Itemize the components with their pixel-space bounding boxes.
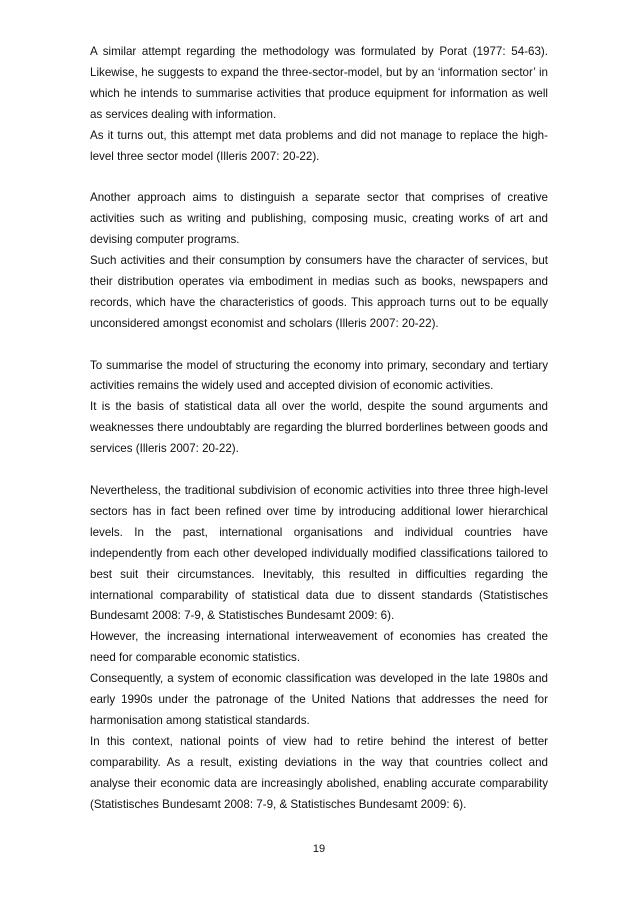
paragraph-sentence: In this context, national points of view had to retire behind the interest of better comparability. As a result, existing deviations in the way that countries collect and analyse their economic data are increasingly abolished, enabling accurate comparability (Statistisches Bundesamt 2008: 7-9, & Statistisches Bundesamt 2009: 6). bbox=[90, 734, 548, 811]
paragraph-sentence: Another approach aims to distinguish a separate sector that comprises of creative activities such as writing and publishing, composing music, creating works of art and devising computer programs. bbox=[90, 191, 548, 247]
paragraph-classification bbox=[90, 481, 548, 816]
document-page bbox=[90, 42, 548, 836]
paragraph-summary bbox=[90, 356, 548, 461]
paragraph-sentence: As it turns out, this attempt met data problems and did not manage to replace the high-level three sector model (Illeris 2007: 20-22). bbox=[90, 128, 548, 163]
paragraph-sentence: It is the basis of statistical data all over the world, despite the sound arguments and weaknesses there undoubtably are regarding the blurred borderlines between goods and services (Illeris 2007: 20-22). bbox=[90, 400, 548, 456]
paragraph-sentence: However, the increasing international interweavement of economies has created the need for comparable economic statistics. bbox=[90, 630, 548, 665]
paragraph-sentence: Such activities and their consumption by consumers have the character of services, but their distribution operates via embodiment in medias such as books, newspapers and records, which have the characteristics of goods. This approach turns out to be equally unconsidered amongst economist and scholars (Illeris 2007: 20-22). bbox=[90, 254, 548, 330]
paragraph-sentence: Consequently, a system of economic classification was developed in the late 1980s and early 1990s under the patronage of the United Nations that addresses the need for harmonisation among statistical standards. bbox=[90, 672, 548, 727]
paragraph-porat bbox=[90, 42, 548, 167]
paragraph-sentence: Nevertheless, the traditional subdivision of economic activities into three three high-level sectors has in fact been refined over time by introducing additional lower hierarchical levels. In the past, international organisations and individual countries have independently from each other developed individually modified classifications tailored to best suit their circumstances. Inevitably, this resulted in difficulties regarding the international comparability of statistical data due to dissent standards (Statistisches Bundesamt 2008: 7-9, & Statistisches Bundesamt 2009: 6). bbox=[90, 483, 548, 623]
paragraph-creative-sector bbox=[90, 188, 548, 334]
page-number: 19 bbox=[312, 843, 326, 855]
paragraph-sentence: A similar attempt regarding the methodology was formulated by Porat (1977: 54-63). Likewise, he suggests to expand the three-sector-model, but by an ‘information sector’ in which he intends to summarise activities that produce equipment for information as well as services dealing with information. bbox=[90, 45, 548, 121]
paragraph-sentence: To summarise the model of structuring the economy into primary, secondary and tertiary activities remains the widely used and accepted division of economic activities. bbox=[90, 358, 548, 393]
